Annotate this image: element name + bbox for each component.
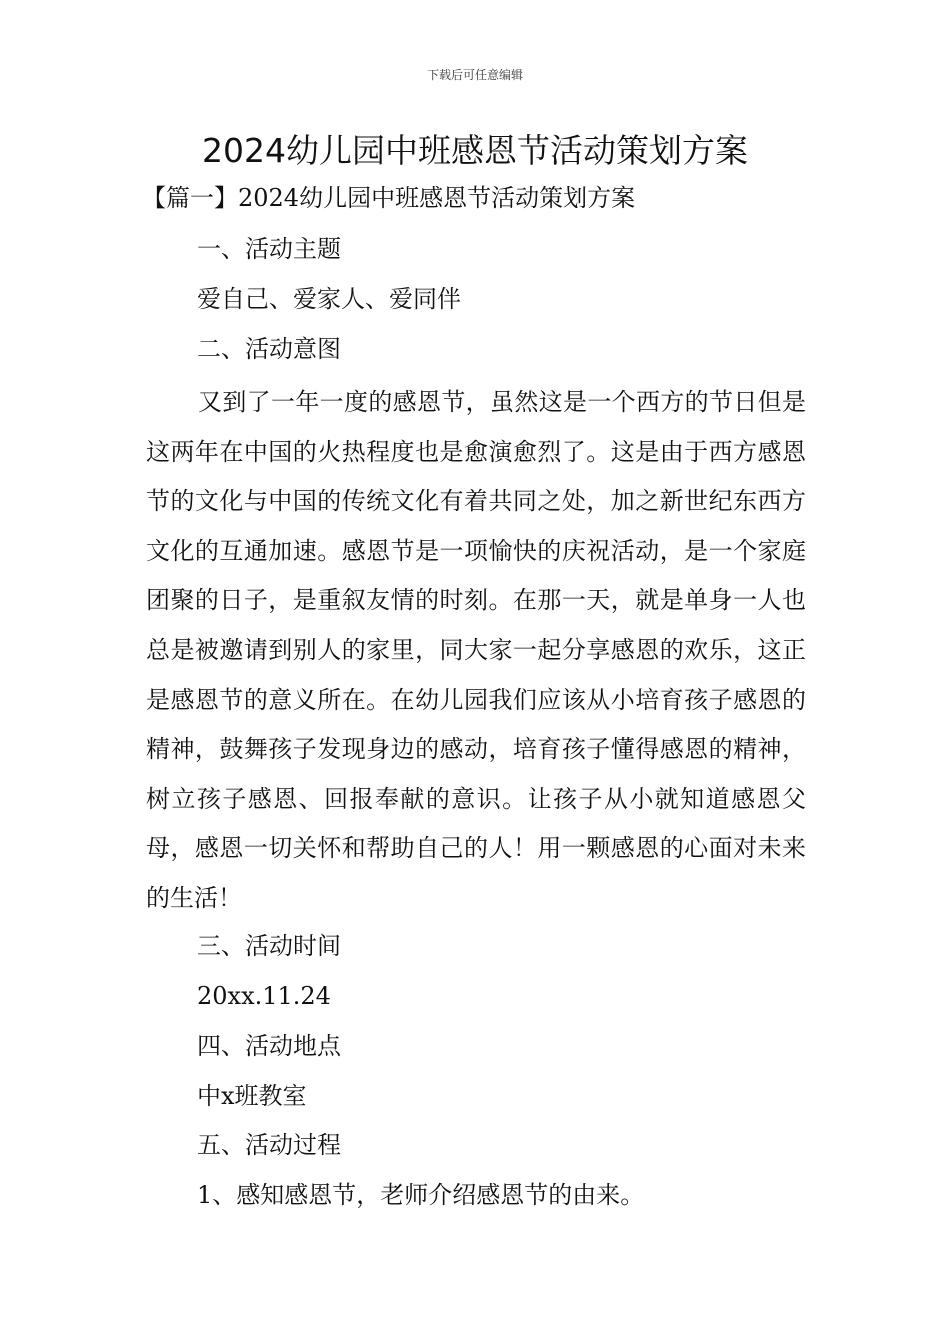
place-text: 中x班教室 — [197, 1082, 307, 1110]
header-note: 下载后可任意编辑 — [426, 68, 523, 82]
process-heading: 五、活动过程 — [197, 1131, 341, 1159]
document-title: 2024幼儿园中班感恩节活动策划方案 — [202, 131, 748, 170]
place-heading: 四、活动地点 — [197, 1032, 341, 1060]
section-subtitle: 【篇一】2024幼儿园中班感恩节活动策划方案 — [142, 184, 636, 212]
time-text: 20xx.11.24 — [197, 982, 331, 1010]
intent-paragraph: 又到了一年一度的感恩节，虽然这是一个西方的节日但是这两年在中国的火热程度也是愈演愈烈了。这是由于西方感恩节的文化与中国的传统文化有着共同之处，加之新世纪东西方文化的互通加速。感恩节是一项愉快的庆祝活动，是一个家庭团聚的日子，是重叙友情的时刻。在那一天，就是单身一人也总是被邀请到别人的家里，同大家一起分享感恩的欢乐，这正是感恩节的意义所在。在幼儿园我们应该从小培育孩子感恩的精神，鼓舞孩子发现身边的感动，培育孩子懂得感恩的精神，树立孩子感恩、回报奉献的意识。让孩子从小就知道感恩父母，感恩一切关怀和帮助自己的人！用一颗感恩的心面对未来的生活！ — [146, 388, 806, 912]
intent-heading: 二、活动意图 — [197, 335, 341, 363]
theme-text: 爱自己、爱家人、爱同伴 — [197, 285, 461, 313]
process-step-1: 1、感知感恩节，老师介绍感恩节的由来。 — [197, 1181, 645, 1209]
time-heading: 三、活动时间 — [197, 932, 341, 960]
theme-heading: 一、活动主题 — [197, 235, 341, 263]
